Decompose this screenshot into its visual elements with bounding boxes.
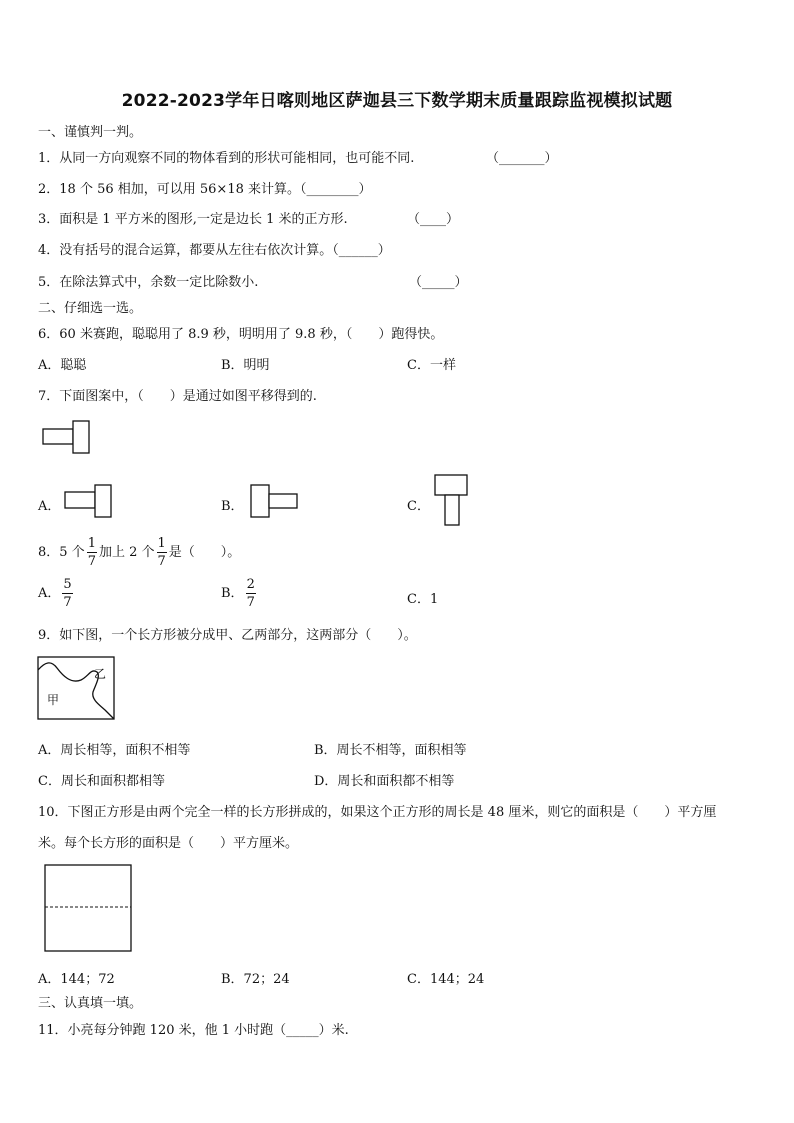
q7-option-b[interactable]: B．: [221, 499, 244, 514]
q7-reference-shape: [42, 420, 92, 456]
q8-middle: 加上 2 个: [98, 545, 155, 560]
q9-option-c[interactable]: C．周长和面积都相等: [38, 774, 165, 789]
q10-option-b[interactable]: B．72；24: [221, 972, 290, 987]
q8-option-b-numerator: 2: [246, 577, 255, 592]
q8-option-c[interactable]: C．1: [407, 592, 439, 607]
q9-option-b[interactable]: B．周长不相等，面积相等: [314, 743, 467, 758]
q7-option-a[interactable]: A．: [38, 499, 61, 514]
question-9: 9．如下图，一个长方形被分成甲、乙两部分，这两部分（ ）。: [38, 628, 417, 643]
question-10-line-1: 10．下图正方形是由两个完全一样的长方形拼成的，如果这个正方形的周长是 48 厘米，则它的面积是（ ）平方厘: [38, 805, 717, 820]
page-title: 2022-2023学年日喀则地区萨迦县三下数学期末质量跟踪监视模拟试题: [121, 91, 673, 111]
q8-fraction-1-numerator: 1: [87, 536, 96, 551]
q9-label-jia: 甲: [47, 693, 60, 707]
q7-option-b-shape: [250, 484, 300, 520]
q8-option-a-label: A．: [38, 586, 61, 601]
question-1: 1．从同一方向观察不同的物体看到的形状可能相同，也可能不同.: [38, 151, 415, 166]
q10-option-c[interactable]: C．144；24: [407, 972, 485, 987]
q8-prefix: 8．5 个: [38, 545, 85, 560]
q8-fraction-2-numerator: 1: [157, 536, 166, 551]
q8-fraction-2: [157, 537, 167, 568]
q9-rectangle-figure: [37, 656, 117, 722]
q9-option-d[interactable]: D．周长和面积都不相等: [314, 774, 455, 789]
q8-option-b-fraction: [246, 578, 256, 609]
q9-option-a[interactable]: A．周长相等，面积不相等: [38, 743, 191, 758]
question-6: 6．60 米赛跑，聪聪用了 8.9 秒，明明用了 9.8 秒，（ ）跑得快。: [38, 327, 444, 342]
question-5: 5．在除法算式中，余数一定比除数小.: [38, 275, 259, 290]
question-3-answer-blank[interactable]: （____）: [407, 212, 460, 227]
q7-option-a-shape: [64, 484, 114, 520]
question-2: 2．18 个 56 相加，可以用 56×18 来计算。（________）: [38, 182, 372, 197]
q7-option-c[interactable]: C．: [407, 499, 430, 514]
q8-option-a-denominator: 7: [63, 595, 72, 610]
q8-option-a-fraction: [62, 578, 72, 609]
q8-option-a-numerator: 5: [63, 577, 72, 592]
q8-option-b-denominator: 7: [246, 595, 255, 610]
question-10-line-2: 米。每个长方形的面积是（ ）平方厘米。: [38, 836, 299, 851]
q9-label-yi: 乙: [94, 667, 107, 681]
q8-fraction-1-denominator: 7: [87, 554, 96, 569]
question-4: 4．没有括号的混合运算，都要从左往右依次计算。（______）: [38, 243, 391, 258]
question-7: 7．下面图案中，（ ）是通过如图平移得到的.: [38, 389, 317, 404]
q8-option-a[interactable]: [38, 578, 75, 609]
section-heading-judge: 一、谨慎判一判。: [38, 125, 143, 140]
question-11: 11．小亮每分钟跑 120 米，他 1 小时跑（_____）米.: [38, 1023, 349, 1038]
q8-option-b[interactable]: [221, 578, 258, 609]
q7-option-c-shape: [434, 474, 470, 528]
q8-suffix: 是（ ）。: [168, 545, 241, 560]
section-heading-choose: 二、仔细选一选。: [38, 301, 143, 316]
q10-square-figure: [44, 864, 134, 954]
question-1-answer-blank[interactable]: （_______）: [486, 151, 558, 166]
question-8: [38, 537, 240, 568]
q8-fraction-2-denominator: 7: [157, 554, 166, 569]
q6-option-b[interactable]: B．明明: [221, 358, 270, 373]
q8-fraction-1: [87, 537, 97, 568]
q6-option-a[interactable]: A．聪聪: [38, 358, 87, 373]
section-heading-fill: 三、认真填一填。: [38, 996, 143, 1011]
q10-option-a[interactable]: A．144；72: [38, 972, 115, 987]
question-5-answer-blank[interactable]: （_____）: [409, 275, 468, 290]
q8-option-b-label: B．: [221, 586, 244, 601]
question-3: 3．面积是 1 平方米的图形,一定是边长 1 米的正方形.: [38, 212, 348, 227]
q6-option-c[interactable]: C．一样: [407, 358, 456, 373]
